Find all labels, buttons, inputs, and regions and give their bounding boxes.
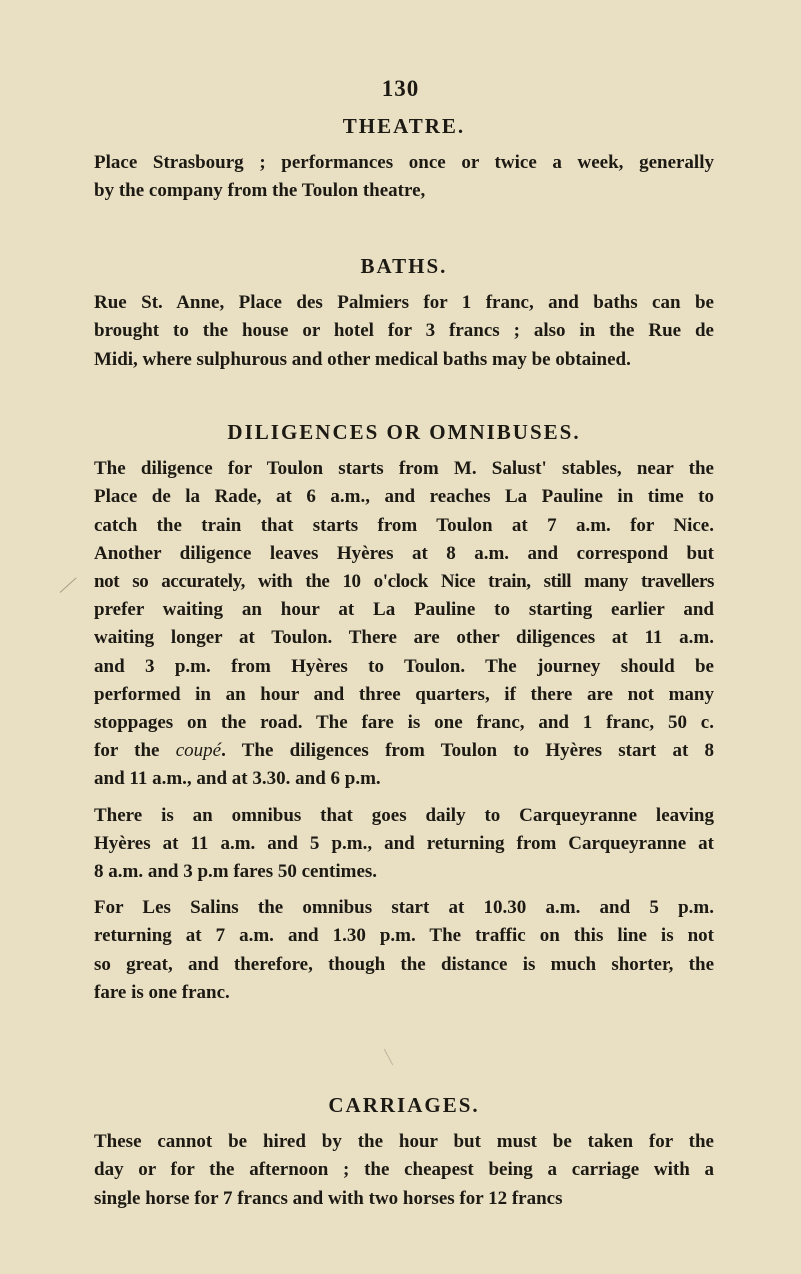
- pencil-mark-small: [384, 1049, 393, 1065]
- carriages-line-1: These cannot be hired by the hour but must be taken for the: [94, 1131, 714, 1153]
- diligences-p1-line-3: catch the train that starts from Toulon at 7 a.m. for Nice.: [94, 514, 714, 536]
- diligences-p1-line-11: for the coupé. The diligences from Toulon to Hyères start at 8: [94, 740, 715, 762]
- theatre-line-2: by the company from the Toulon theatre,: [94, 180, 426, 202]
- diligences-p2-line-3: 8 a.m. and 3 p.m fares 50 centimes.: [94, 861, 378, 883]
- pencil-mark: [60, 577, 77, 592]
- page-number: 130: [381, 76, 420, 101]
- diligences-paragraph-1: [94, 455, 714, 793]
- diligences-p1-line-2: Place de la Rade, at 6 a.m., and reaches La Pauline in time to: [94, 486, 714, 508]
- diligences-p1-line-12: and 11 a.m., and at 3.30. and 6 p.m.: [94, 768, 381, 790]
- italic-word-coupe: coupé: [175, 740, 222, 762]
- section-theatre: [94, 114, 714, 206]
- diligences-p1-line-10: stoppages on the road. The fare is one franc, and 1 franc, 50 c.: [94, 712, 714, 734]
- section-diligences: [94, 420, 714, 1007]
- diligences-p3-line-2: returning at 7 a.m. and 1.30 p.m. The traffic on this line is not: [94, 925, 714, 947]
- diligences-p3-line-3: so great, and therefore, though the distance is much shorter, the: [94, 953, 714, 975]
- heading-diligences: DILIGENCES OR OMNIBUSES.: [227, 420, 581, 444]
- carriages-line-2: day or for the afternoon ; the cheapest being a carriage with a: [94, 1159, 714, 1181]
- diligences-p1-line-6: prefer waiting an hour at La Pauline to starting earlier and: [94, 599, 714, 621]
- diligences-p3-line-4: fare is one franc.: [94, 981, 230, 1003]
- baths-line-1: Rue St. Anne, Place des Palmiers for 1 franc, and baths can be: [94, 292, 714, 314]
- diligences-p1-line-7: waiting longer at Toulon. There are other diligences at 11 a.m.: [94, 627, 714, 649]
- heading-baths: BATHS.: [360, 254, 448, 278]
- diligences-p1-line-8: and 3 p.m. from Hyères to Toulon. The journey should be: [94, 655, 714, 677]
- diligences-p1-line-5: not so accurately, with the 10 o'clock Nice train, still many travellers: [94, 571, 714, 592]
- diligences-p3-line-1: For Les Salins the omnibus start at 10.30 a.m. and 5 p.m.: [94, 897, 714, 919]
- theatre-line-1: Place Strasbourg ; performances once or twice a week, generally: [94, 152, 714, 174]
- diligences-p1-line-4: Another diligence leaves Hyères at 8 a.m. and correspond but: [94, 542, 714, 564]
- carriages-line-3: single horse for 7 francs and with two horses for 12 francs: [94, 1187, 563, 1209]
- diligences-paragraph-2: [94, 802, 714, 887]
- heading-theatre: THEATRE.: [342, 114, 466, 138]
- diligences-p1-line-9: performed in an hour and three quarters, if there are not many: [94, 683, 714, 705]
- section-baths: [94, 254, 714, 374]
- baths-line-3: Midi, where sulphurous and other medical baths may be obtained.: [94, 348, 631, 370]
- diligences-p2-line-1: There is an omnibus that goes daily to Carqueyranne leaving: [94, 804, 714, 826]
- section-carriages: [94, 1093, 714, 1213]
- diligences-paragraph-3: [94, 894, 714, 1007]
- baths-line-2: brought to the house or hotel for 3 francs ; also in the Rue de: [94, 320, 714, 342]
- diligences-p2-line-2: Hyères at 11 a.m. and 5 p.m., and returning from Carqueyranne at: [94, 832, 714, 854]
- diligences-p1-line-1: The diligence for Toulon starts from M. Salust' stables, near the: [94, 458, 714, 480]
- heading-carriages: CARRIAGES.: [328, 1093, 480, 1117]
